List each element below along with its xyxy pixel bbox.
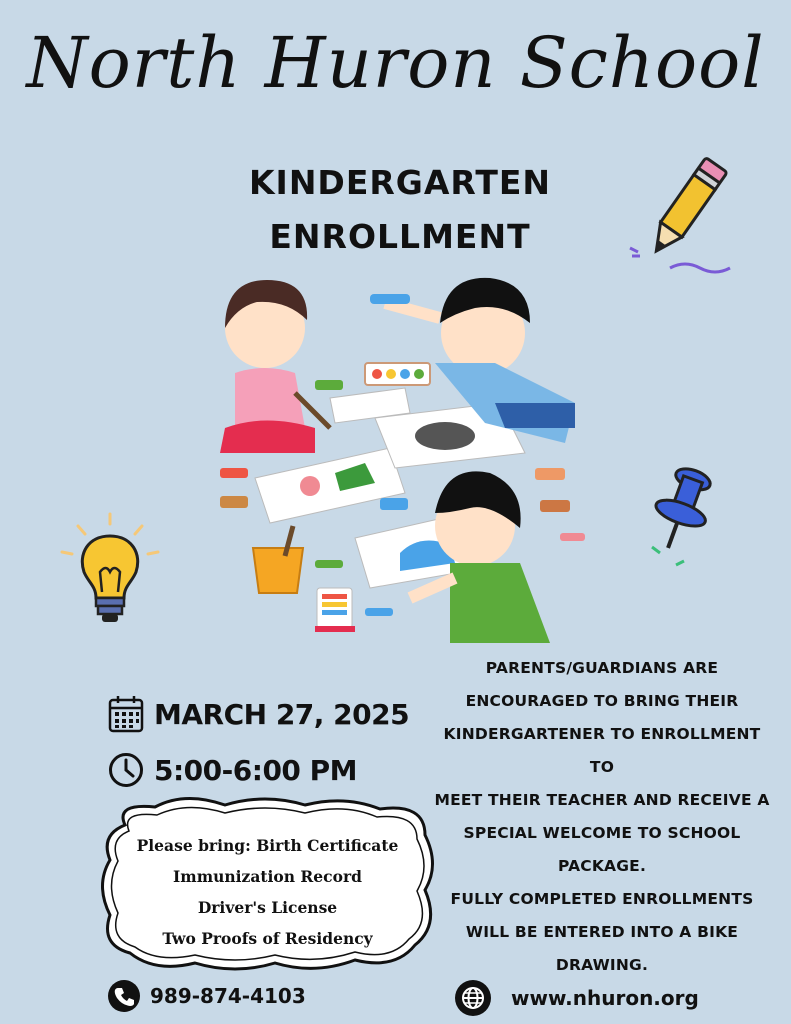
clock-icon bbox=[108, 752, 144, 788]
phone-contact bbox=[108, 980, 306, 1012]
event-date-row bbox=[108, 695, 409, 733]
bring-item: Driver's License bbox=[197, 898, 338, 917]
info-line: FULLY COMPLETED ENROLLMENTS bbox=[450, 890, 754, 908]
heading-kindergarten: KINDERGARTEN bbox=[248, 163, 552, 202]
lightbulb-icon bbox=[58, 512, 163, 636]
enrollment-info bbox=[432, 652, 772, 982]
bring-list-box bbox=[95, 795, 440, 975]
pushpin-icon bbox=[640, 465, 720, 574]
school-name-title: North Huron School bbox=[26, 22, 765, 104]
info-line: ENCOURAGED TO BRING THEIR bbox=[465, 692, 739, 710]
bring-item: Two Proofs of Residency bbox=[162, 929, 373, 948]
children-painting-illustration bbox=[205, 268, 595, 647]
info-line: PACKAGE. bbox=[557, 857, 647, 875]
info-line: SPECIAL WELCOME TO SCHOOL bbox=[463, 824, 741, 842]
info-line: MEET THEIR TEACHER AND RECEIVE A bbox=[434, 791, 770, 809]
event-time-row bbox=[108, 752, 357, 788]
pencil-icon bbox=[620, 150, 750, 284]
event-date: MARCH 27, 2025 bbox=[154, 697, 410, 731]
info-line: WILL BE ENTERED INTO A BIKE bbox=[465, 923, 739, 941]
phone-icon bbox=[108, 980, 140, 1012]
calendar-icon bbox=[108, 695, 144, 733]
info-line: PARENTS/GUARDIANS ARE bbox=[485, 659, 719, 677]
website-contact bbox=[455, 980, 699, 1016]
event-time: 5:00-6:00 PM bbox=[154, 753, 358, 787]
info-line: DRAWING. bbox=[555, 956, 649, 974]
globe-icon bbox=[455, 980, 491, 1016]
info-line: KINDERGARTENER TO ENROLLMENT TO bbox=[443, 725, 761, 776]
bring-item: Immunization Record bbox=[173, 867, 362, 886]
heading-enrollment: ENROLLMENT bbox=[269, 217, 531, 256]
website-link[interactable]: www.nhuron.org bbox=[511, 986, 699, 1010]
phone-number[interactable]: 989-874-4103 bbox=[150, 984, 306, 1008]
bring-item: Please bring: Birth Certificate bbox=[136, 836, 399, 855]
